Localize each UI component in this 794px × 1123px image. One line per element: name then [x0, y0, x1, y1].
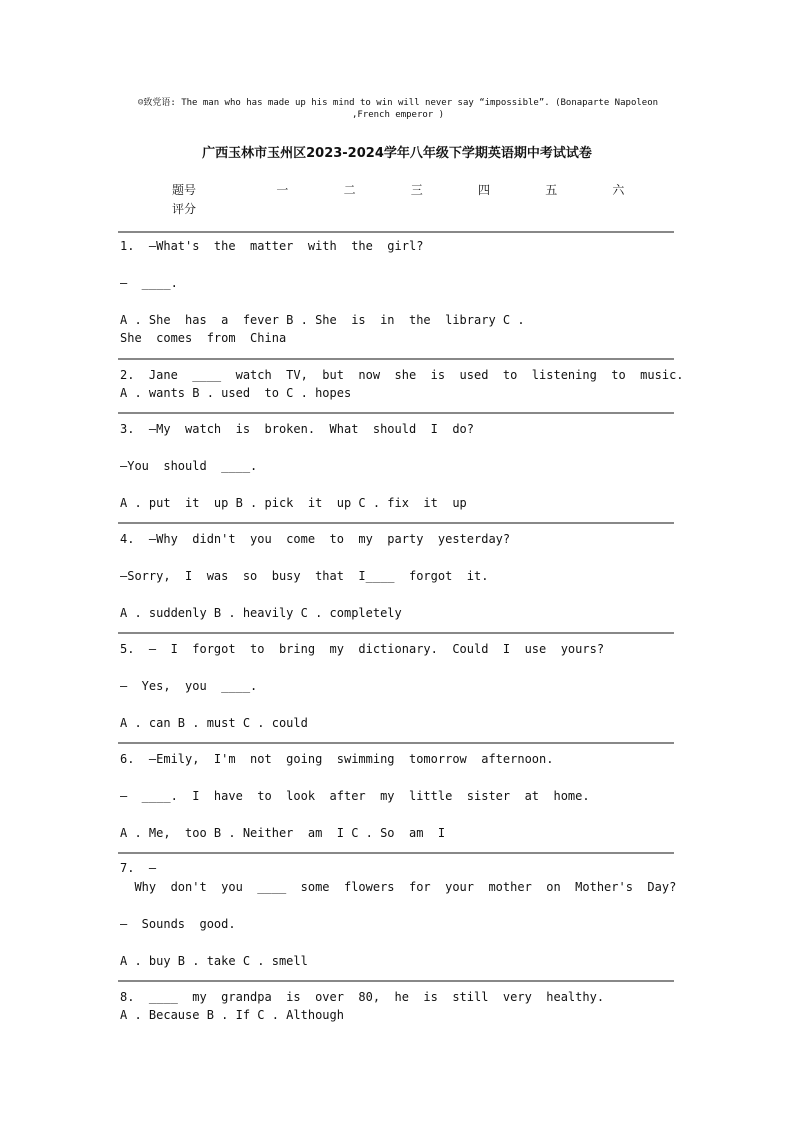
question-6-stem: 6. —Emily, I'm not going swimming tomorrow afternoon.	[120, 752, 554, 766]
question-1-response: — ____.	[120, 276, 178, 290]
score-table-row	[172, 199, 652, 218]
divider	[118, 522, 674, 524]
divider	[118, 742, 674, 744]
question-4-response: —Sorry, I was so busy that I____ forgot it.	[120, 569, 489, 583]
question-4-stem: 4. —Why didn't you come to my party yesterday?	[120, 532, 511, 546]
question-1-options: A . She has a fever B . She is in the library C .	[120, 313, 525, 327]
question-7-response: — Sounds good.	[120, 917, 236, 931]
divider	[118, 852, 674, 854]
question-8-options: A . Because B . If C . Although	[120, 1008, 344, 1022]
question-3-options: A . put it up B . pick it up C . fix it up	[120, 496, 467, 510]
score-header-label: 题号	[172, 183, 197, 197]
question-7-stem: 7. —	[120, 861, 157, 875]
score-col-5: 五	[545, 183, 558, 197]
question-1-stem: 1. —What's the matter with the girl?	[120, 239, 424, 253]
question-2-options: A . wants B . used to C . hopes	[120, 386, 352, 400]
divider	[118, 980, 674, 982]
question-5-response: — Yes, you ____.	[120, 679, 258, 693]
question-3-response: —You should ____.	[120, 459, 258, 473]
divider	[118, 632, 674, 634]
question-6-options: A . Me, too B . Neither am I C . So am I	[120, 826, 446, 840]
score-table	[172, 180, 652, 218]
question-2-stem: 2. Jane ____ watch TV, but now she is used to listening to music.	[120, 368, 684, 382]
divider	[118, 412, 674, 414]
divider	[118, 231, 674, 233]
score-col-3: 三	[410, 183, 423, 197]
page-title: 广西玉林市玉州区2023-2024学年八年级下学期英语期中考试试卷	[202, 146, 592, 161]
question-7-stem-cont: Why don't you ____ some flowers for your mother on Mother's Day?	[120, 880, 677, 894]
score-col-1: 一	[276, 183, 289, 197]
question-8-stem: 8. ____ my grandpa is over 80, he is still very healthy.	[120, 990, 605, 1004]
question-4-options: A . suddenly B . heavily C . completely	[120, 606, 402, 620]
question-5-options: A . can B . must C . could	[120, 716, 308, 730]
motto: ☺致党语: The man who has made up his mind to win will never say “impossible”. (Bonaparte Napoleon ,French emperor )	[137, 98, 659, 120]
score-col-2: 二	[343, 183, 356, 197]
question-7-options: A . buy B . take C . smell	[120, 954, 308, 968]
question-3-stem: 3. —My watch is broken. What should I do?	[120, 422, 475, 436]
score-col-6: 六	[612, 183, 625, 197]
question-5-stem: 5. — I forgot to bring my dictionary. Could I use yours?	[120, 642, 605, 656]
score-row-label: 评分	[172, 202, 197, 216]
score-col-4: 四	[478, 183, 491, 197]
divider	[118, 358, 674, 360]
score-table-header	[172, 180, 652, 199]
question-6-response: — ____. I have to look after my little sister at home.	[120, 789, 590, 803]
question-1-options-cont: She comes from China	[120, 331, 287, 345]
